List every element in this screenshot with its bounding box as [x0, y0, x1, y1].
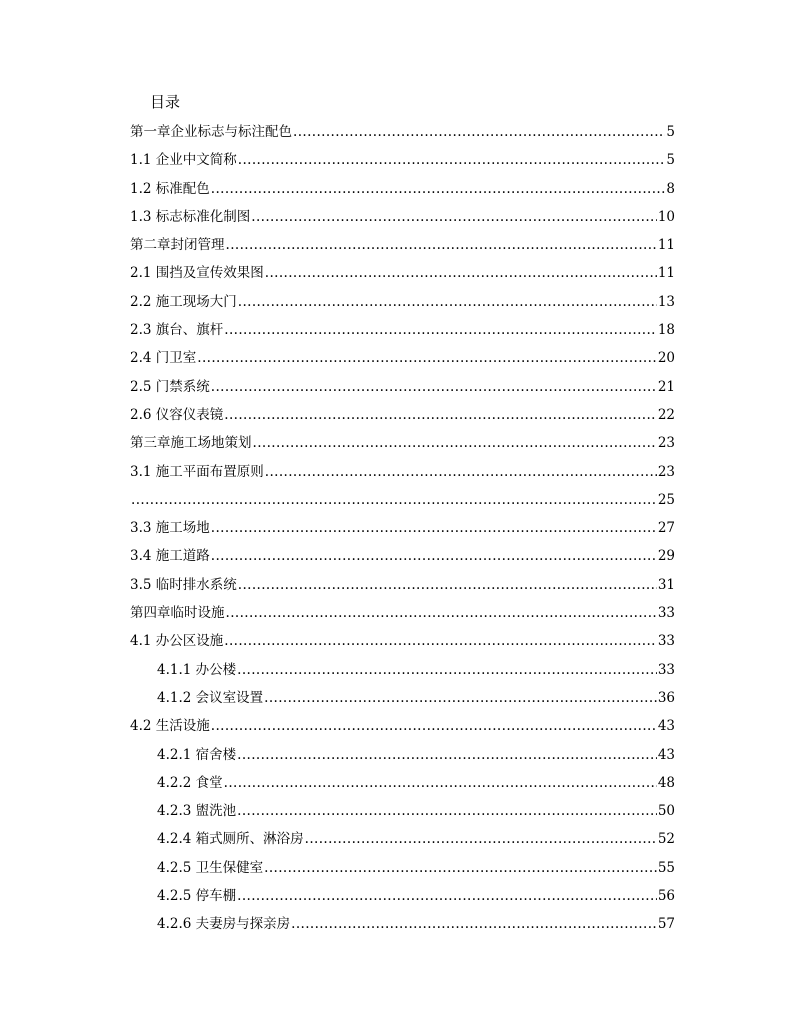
toc-page-number: 5 — [666, 152, 675, 169]
toc-entry-title: 4.2.4 箱式厕所、淋浴房 — [157, 831, 304, 848]
toc-entry[interactable] — [130, 231, 675, 259]
toc-entry[interactable] — [130, 514, 675, 542]
toc-entry-title: 4.2.1 宿舍楼 — [157, 746, 237, 763]
toc-entry-title: 4.1 办公区设施 — [130, 633, 224, 650]
toc-page-number: 13 — [657, 293, 675, 310]
toc-entry[interactable] — [130, 458, 675, 486]
toc-dot-leader — [238, 571, 657, 599]
toc-entry[interactable] — [130, 712, 675, 740]
toc-entry[interactable] — [130, 910, 675, 938]
toc-entry[interactable] — [130, 118, 675, 146]
toc-dot-leader — [211, 712, 657, 740]
toc-page-number: 55 — [657, 859, 675, 876]
toc-entry[interactable] — [130, 486, 675, 514]
toc-dot-leader — [237, 797, 657, 825]
toc-dot-leader — [224, 769, 657, 797]
toc-entry-title: 4.1.2 会议室设置 — [157, 689, 264, 706]
toc-dot-leader — [251, 203, 657, 231]
toc-page-number: 33 — [657, 661, 675, 678]
toc-entry[interactable] — [130, 825, 675, 853]
toc-dot-leader — [238, 146, 666, 174]
toc-page-number: 18 — [657, 322, 675, 339]
toc-entry[interactable] — [130, 146, 675, 174]
toc-dot-leader — [211, 175, 666, 203]
toc-dot-leader — [291, 910, 657, 938]
toc-page-number: 36 — [657, 689, 675, 706]
toc-dot-leader — [264, 854, 657, 882]
toc-entry[interactable] — [130, 854, 675, 882]
toc-entry[interactable] — [130, 203, 675, 231]
toc-dot-leader — [226, 231, 657, 259]
toc-page-number: 50 — [657, 803, 675, 820]
toc-entry-title: 3.3 施工场地 — [130, 520, 210, 537]
table-of-contents — [130, 118, 675, 939]
toc-entry-title: 1.3 标志标准化制图 — [130, 208, 251, 225]
toc-dot-leader — [224, 316, 657, 344]
toc-entry-title: 4.2.6 夫妻房与探亲房 — [157, 916, 291, 933]
toc-entry-title: 第三章施工场地策划 — [130, 435, 252, 452]
toc-title: 目录 — [150, 93, 181, 111]
toc-dot-leader — [265, 458, 657, 486]
toc-entry[interactable] — [130, 797, 675, 825]
toc-entry[interactable] — [130, 684, 675, 712]
toc-page-number: 23 — [657, 435, 675, 452]
toc-page-number: 11 — [657, 237, 675, 254]
toc-entry-title: 2.3 旗台、旗杆 — [130, 322, 224, 339]
toc-dot-leader — [264, 684, 657, 712]
toc-entry[interactable] — [130, 259, 675, 287]
toc-entry-title: 2.1 围挡及宣传效果图 — [130, 265, 264, 282]
toc-entry-title: 2.5 门禁系统 — [130, 378, 210, 395]
toc-page-number: 48 — [657, 774, 675, 791]
toc-entry-title: 2.2 施工现场大门 — [130, 293, 237, 310]
toc-dot-leader — [237, 882, 657, 910]
toc-page-number: 25 — [657, 491, 675, 508]
toc-page-number: 5 — [666, 124, 675, 140]
toc-page-number: 52 — [657, 831, 675, 848]
toc-entry-title: 1.1 企业中文简称 — [130, 152, 237, 169]
toc-entry-title: 2.4 门卫室 — [130, 350, 197, 367]
toc-page-number: 23 — [657, 463, 675, 480]
toc-entry-title: 第一章企业标志与标注配色 — [130, 124, 292, 140]
toc-entry[interactable] — [130, 288, 675, 316]
toc-page-number: 43 — [657, 718, 675, 735]
toc-dot-leader — [224, 627, 657, 655]
toc-entry-title: 4.2.3 盥洗池 — [157, 803, 237, 820]
toc-entry[interactable] — [130, 175, 675, 203]
toc-page-number: 27 — [657, 520, 675, 537]
toc-entry-title: 4.2 生活设施 — [130, 718, 210, 735]
toc-dot-leader — [237, 741, 657, 769]
toc-dot-leader — [237, 656, 657, 684]
toc-entry-title: 4.2.2 食堂 — [157, 774, 223, 791]
toc-page-number: 33 — [657, 633, 675, 650]
toc-entry[interactable] — [130, 599, 675, 627]
toc-entry-title: 3.1 施工平面布置原则 — [130, 463, 264, 480]
toc-entry-title: 4.2.5 卫生保健室 — [157, 859, 264, 876]
toc-entry[interactable] — [130, 344, 675, 372]
toc-page-number: 31 — [657, 576, 675, 593]
toc-entry[interactable] — [130, 316, 675, 344]
toc-page-number: 21 — [657, 378, 675, 395]
toc-entry[interactable] — [130, 882, 675, 910]
toc-dot-leader — [224, 401, 657, 429]
toc-entry-title: 第二章封闭管理 — [130, 237, 225, 254]
toc-page-number: 57 — [657, 916, 675, 933]
toc-page-number: 56 — [657, 888, 675, 905]
toc-page-number: 29 — [657, 548, 675, 565]
toc-dot-leader — [226, 599, 657, 627]
toc-entry[interactable] — [130, 373, 675, 401]
toc-entry[interactable] — [130, 627, 675, 655]
toc-entry[interactable] — [130, 769, 675, 797]
toc-entry[interactable] — [130, 571, 675, 599]
toc-dot-leader — [211, 514, 657, 542]
toc-dot-leader — [253, 429, 657, 457]
toc-dot-leader — [211, 373, 657, 401]
toc-dot-leader — [238, 288, 657, 316]
toc-dot-leader — [197, 344, 657, 372]
toc-entry-title: 2.6 仪容仪表镜 — [130, 406, 224, 423]
toc-page-number: 33 — [657, 605, 675, 622]
toc-dot-leader — [293, 118, 665, 146]
toc-page-number: 10 — [657, 208, 675, 225]
toc-dot-leader — [265, 259, 657, 287]
toc-dot-leader — [131, 486, 657, 514]
toc-entry[interactable] — [130, 429, 675, 457]
toc-entry-title: 1.2 标准配色 — [130, 180, 210, 197]
toc-page-number: 11 — [657, 265, 675, 282]
toc-dot-leader — [305, 825, 657, 853]
toc-page-number: 43 — [657, 746, 675, 763]
toc-entry-title: 第四章临时设施 — [130, 605, 225, 622]
toc-entry[interactable] — [130, 401, 675, 429]
toc-page-number: 22 — [657, 406, 675, 423]
toc-page-number: 20 — [657, 350, 675, 367]
toc-page-number: 8 — [666, 180, 675, 197]
toc-entry[interactable] — [130, 542, 675, 570]
toc-entry-title: 3.4 施工道路 — [130, 548, 210, 565]
toc-entry-title: 3.5 临时排水系统 — [130, 576, 237, 593]
toc-entry-title: 4.1.1 办公楼 — [157, 661, 237, 678]
toc-entry[interactable] — [130, 741, 675, 769]
toc-entry[interactable] — [130, 656, 675, 684]
toc-entry-title: 4.2.5 停车棚 — [157, 888, 237, 905]
toc-dot-leader — [211, 542, 657, 570]
